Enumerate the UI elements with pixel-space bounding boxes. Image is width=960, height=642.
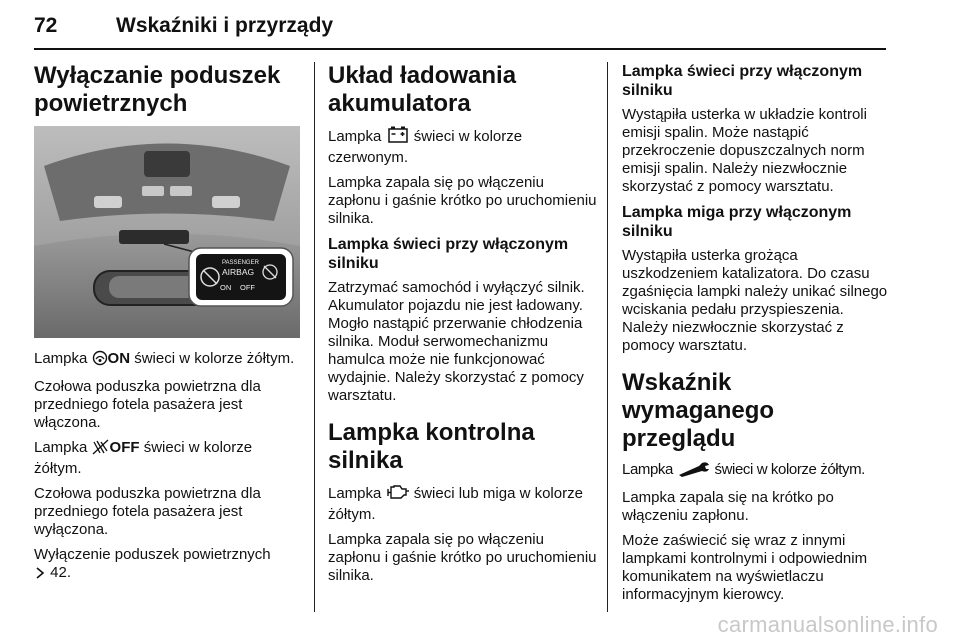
text-run: świeci lub miga w kolorze żółtym. [328,485,583,523]
paragraph [34,350,300,371]
column-charging [328,62,598,592]
battery-icon [386,126,410,149]
wrench-icon [677,461,711,482]
indicator-label-on: ON [107,350,131,367]
chapter-title: Wskaźniki i przyrządy [116,14,334,37]
section-title-charging: Układ ładowania akumulatora [328,62,517,117]
section-title-service: Wskaźnik wymaganego przeglądu [622,369,775,452]
text-run: Lampka [328,485,386,502]
text-run: Lampka [622,461,677,478]
overhead-console-photo [34,126,300,338]
subheading: Lampka świeci przy włączonym silniku [328,236,569,272]
airbag-on-icon [92,350,108,371]
photo-label-off: OFF [240,283,255,292]
column-divider [314,62,315,612]
text-run: świeci w kolorze żółtym. [34,439,253,477]
engine-icon [386,483,410,506]
subheading: Lampka świeci przy włączonym silniku [622,63,863,99]
paragraph [34,439,300,478]
paragraph [34,546,300,585]
column-divider [607,62,608,612]
paragraph: Czołowa poduszka powietrzna dla przedniego fotela pasażera jest wyłączona. [34,485,261,538]
paragraph: Lampka zapala się na krótko po włączeniu zapłonu. [622,489,834,524]
watermark: carmanualsonline.info [717,612,938,637]
text-run: świeci w kolorze żółtym. [710,461,865,478]
airbag-off-icon [92,439,110,460]
column-airbag [34,62,300,592]
section-title-airbag: Wyłączanie poduszek powietrznych [34,62,281,117]
paragraph [328,126,598,167]
column-engine [622,62,890,611]
page-header [34,6,886,50]
indicator-label-off: OFF [109,439,140,456]
page-number: 72 [34,14,58,37]
photo-label-on: ON [220,283,232,292]
cross-reference-text: Wyłączenie poduszek powietrznych [34,546,271,563]
subheading: Lampka miga przy włączonym silniku [622,204,852,240]
page-reference-link[interactable]: 42. [50,564,72,581]
photo-label-passenger: PASSENGER [222,260,259,266]
paragraph: Czołowa poduszka powietrzna dla przedniego fotela pasażera jest włączona. [34,378,261,431]
paragraph: Lampka zapala się po włączeniu zapłonu i gaśnie krótko po uruchomieniu silnika. [328,531,597,584]
paragraph [328,483,598,524]
section-title-engine-lamp: Lampka kontrolna silnika [328,419,535,474]
text-run: Lampka [34,350,92,367]
text-run: Lampka [34,439,92,456]
page-reference-arrow-icon [34,566,46,585]
header-rule [34,48,886,50]
paragraph: Wystąpiła usterka w układzie kontroli emisji spalin. Może nastąpić przekroczenie dopuszczalnych norm emisji spalin. Należy niezwłocznie skorzystać z pomocy warsztatu. [622,106,867,195]
paragraph: Zatrzymać samochód i wyłączyć silnik. Akumulator pojazdu nie jest ładowany. Mogło nastąpić przerwanie chłodzenia silnika. Moduł serwomechanizmu hamulca może nie funkcjonować wydajnie. Należy skorzystać z pomocy warsztatu. [328,279,585,404]
paragraph [622,461,890,482]
text-run: Lampka [328,128,386,145]
text-run: świeci w kolorze żółtym. [130,350,295,367]
paragraph: Może zaświecić się wraz z innymi lampkami kontrolnymi i odpowiednim komunikatem na wyświetlaczu informacyjnym kierowcy. [622,532,868,603]
paragraph: Wystąpiła usterka grożąca uszkodzeniem katalizatora. Do czasu zgaśnięcia lampki należy unikać silnego wciskania pedału przyspieszenia. Należy niezwłocznie skorzystać z pomocy warsztatu. [622,247,888,354]
paragraph: Lampka zapala się po włączeniu zapłonu i gaśnie krótko po uruchomieniu silnika. [328,174,597,227]
text-run: świeci w kolorze czerwonym. [328,128,523,166]
photo-label-airbag: AIRBAG [222,267,255,277]
